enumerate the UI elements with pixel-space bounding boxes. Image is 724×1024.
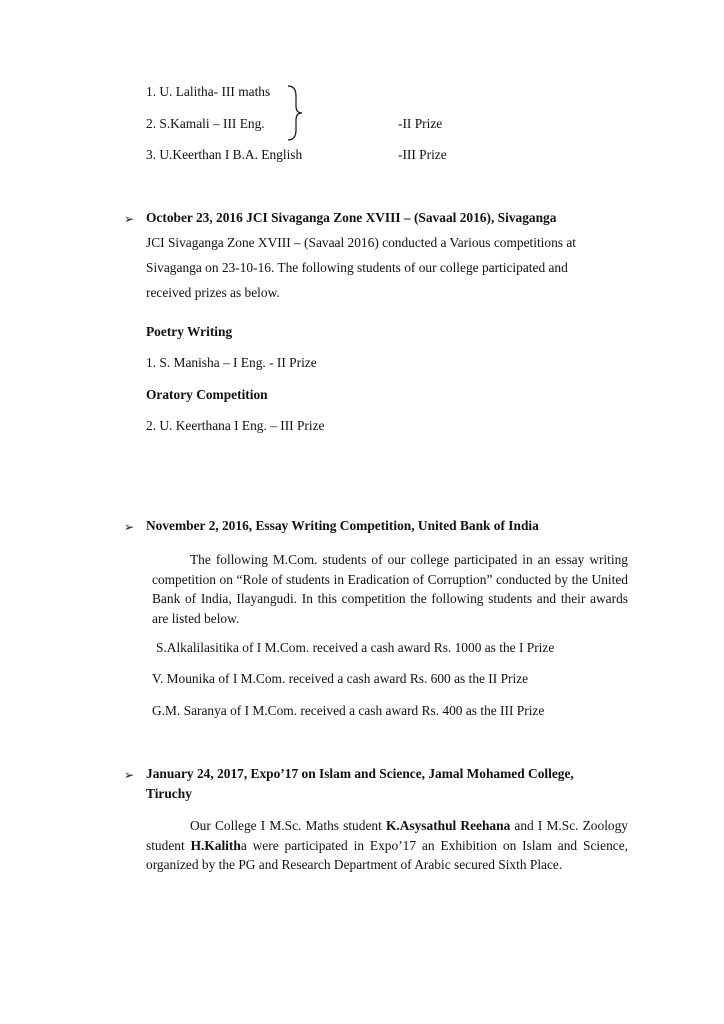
list-item: 2. S.Kamali – III Eng. bbox=[146, 116, 265, 131]
body-line: Sivaganga on 23-10-16. The following students of our college participated and bbox=[146, 260, 568, 275]
list-item: 1. S. Manisha – I Eng. - II Prize bbox=[146, 355, 317, 370]
student-name: H.Kalith bbox=[190, 837, 241, 853]
body-line: received prizes as below. bbox=[146, 285, 280, 300]
award-line: S.Alkalilasitika of I M.Com. received a cash award Rs. 1000 as the I Prize bbox=[156, 640, 555, 655]
body-line: JCI Sivaganga Zone XVIII – (Savaal 2016) conducted a Various competitions at bbox=[146, 235, 577, 250]
paragraph-text: a were participated in Expo’17 an Exhibition on Islam and Science, organized by the PG and Research Department of Arabic secured Sixth Place. bbox=[146, 837, 628, 872]
section-heading: October 23, 2016 JCI Sivaganga Zone XVIII – (Savaal 2016), Sivaganga bbox=[146, 210, 557, 225]
essay-paragraph: The following M.Com. students of our college participated in an essay writing competition on “Role of students in Eradication of Corruption” conducted by the United Bank of India, Ilayangudi. In this competition the following students and their awards are listed below. bbox=[152, 552, 628, 626]
prize-label: -II Prize bbox=[398, 116, 443, 131]
prize-label: -III Prize bbox=[398, 147, 447, 162]
paragraph-text: Our College I M.Sc. Maths student bbox=[190, 818, 386, 833]
student-name: K.Asysathul Reehana bbox=[385, 818, 511, 833]
section-heading: January 24, 2017, Expo’17 on Islam and Science, Jamal Mohamed College, bbox=[146, 766, 574, 781]
subheading: Poetry Writing bbox=[146, 324, 233, 339]
section-heading: November 2, 2016, Essay Writing Competition, United Bank of India bbox=[146, 518, 539, 533]
arrow-bullet-icon: ➢ bbox=[124, 520, 135, 534]
award-line: G.M. Saranya of I M.Com. received a cash award Rs. 400 as the III Prize bbox=[152, 703, 545, 718]
arrow-bullet-icon: ➢ bbox=[124, 212, 135, 226]
paragraph-text: and I M.Sc. Zoology student bbox=[146, 818, 629, 853]
section-heading-continued: Tiruchy bbox=[146, 786, 192, 801]
list-item: 2. U. Keerthana I Eng. – III Prize bbox=[146, 418, 325, 433]
right-brace-icon bbox=[284, 84, 306, 142]
subheading: Oratory Competition bbox=[146, 387, 268, 402]
arrow-bullet-icon: ➢ bbox=[124, 768, 135, 782]
award-line: V. Mounika of I M.Com. received a cash award Rs. 600 as the II Prize bbox=[152, 671, 529, 686]
list-item: 1. U. Lalitha- III maths bbox=[146, 84, 271, 99]
list-item: 3. U.Keerthan I B.A. English bbox=[146, 147, 303, 162]
expo-paragraph bbox=[146, 816, 628, 875]
